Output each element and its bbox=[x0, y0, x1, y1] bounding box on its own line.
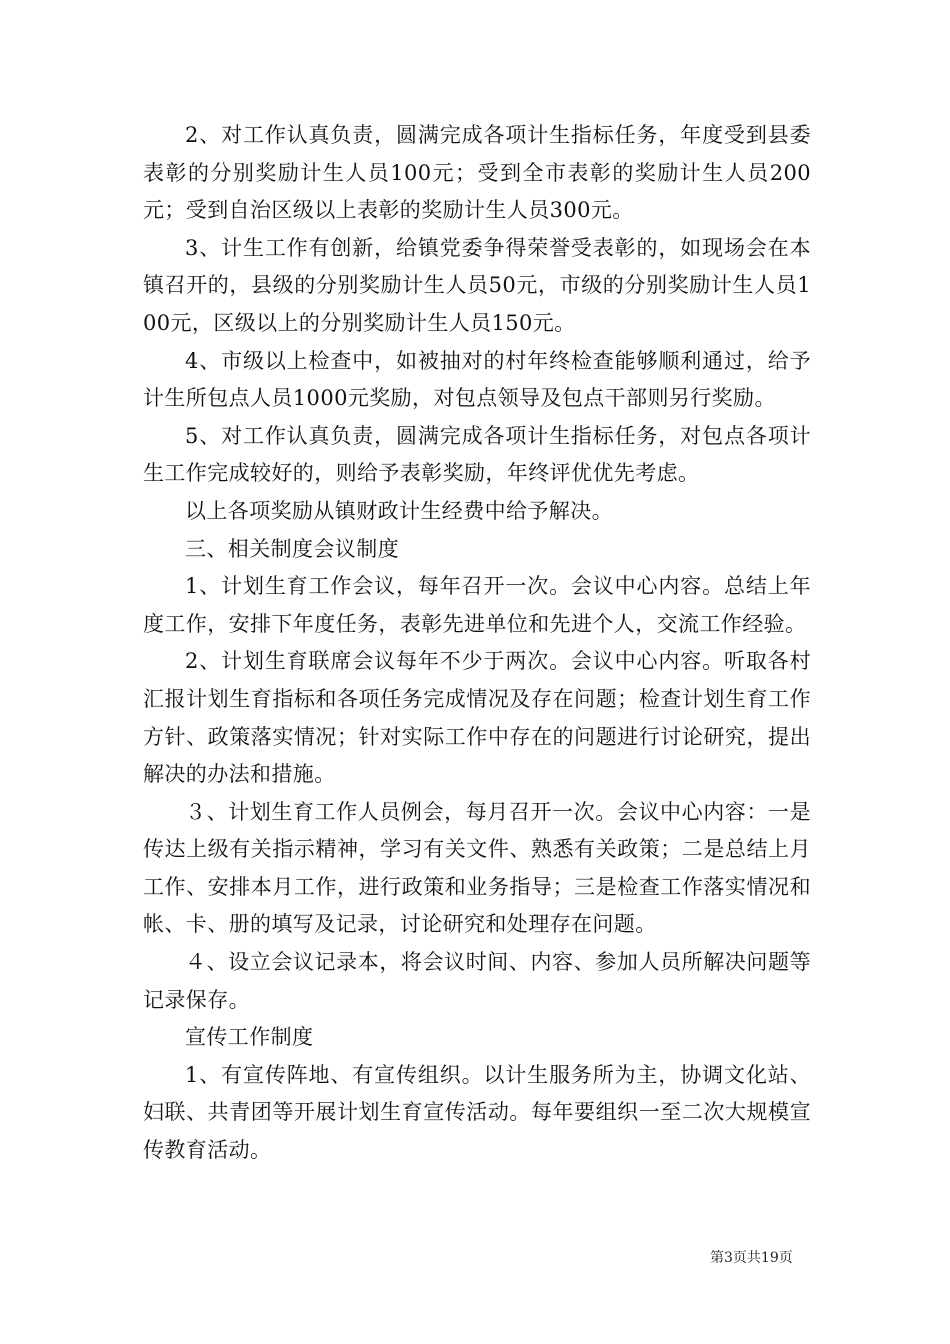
section-heading-meeting-system: 三、相关制度会议制度 bbox=[185, 536, 399, 561]
document-body bbox=[143, 117, 811, 1170]
paragraph-meeting-item-2: 2、计划生育联席会议每年不少于两次。会议中心内容。听取各村汇报计划生育指标和各项任务完成情况及存在问题；检查计划生育工作方针、政策落实情况；针对实际工作中存在的问题进行讨论研究，提出解决的办法和措施。 bbox=[143, 649, 811, 787]
page-number-footer: 第3页共19页 bbox=[710, 1250, 793, 1266]
paragraph-publicity-item-1: 1、有宣传阵地、有宣传组织。以计生服务所为主，协调文化站、妇联、共青团等开展计划生育宣传活动。每年要组织一至二次大规模宣传教育活动。 bbox=[143, 1062, 811, 1163]
paragraph-reward-item-4: 4、市级以上检查中，如被抽对的村年终检查能够顺利通过，给予计生所包点人员1000元奖励，对包点领导及包点干部则另行奖励。 bbox=[143, 348, 811, 411]
paragraph-reward-item-2: 2、对工作认真负责，圆满完成各项计生指标任务，年度受到县委表彰的分别奖励计生人员100元；受到全市表彰的奖励计生人员200元；受到自治区级以上表彰的奖励计生人员300元。 bbox=[143, 123, 811, 223]
paragraph-reward-item-3: 3、计生工作有创新，给镇党委争得荣誉受表彰的，如现场会在本镇召开的，县级的分别奖励计生人员50元，市级的分别奖励计生人员100元，区级以上的分别奖励计生人员150元。 bbox=[143, 235, 811, 335]
section-heading-publicity-system: 宣传工作制度 bbox=[185, 1025, 314, 1050]
paragraph-meeting-item-1: 1、计划生育工作会议，每年召开一次。会议中心内容。总结上年度工作，安排下年度任务，表彰先进单位和先进个人，交流工作经验。 bbox=[143, 574, 811, 636]
paragraph-reward-funding: 以上各项奖励从镇财政计生经费中给予解决。 bbox=[185, 498, 613, 523]
paragraph-meeting-item-3: ３、计划生育工作人员例会，每月召开一次。会议中心内容：一是传达上级有关指示精神，学习有关文件、熟悉有关政策；二是总结上月工作、安排本月工作，进行政策和业务指导；三是检查工作落实情况和帐、卡、册的填写及记录，讨论研究和处理存在问题。 bbox=[143, 799, 811, 937]
paragraph-reward-item-5: 5、对工作认真负责，圆满完成各项计生指标任务，对包点各项计生工作完成较好的，则给予表彰奖励，年终评优优先考虑。 bbox=[143, 423, 811, 486]
paragraph-meeting-item-4: ４、设立会议记录本，将会议时间、内容、参加人员所解决问题等记录保存。 bbox=[143, 950, 811, 1012]
